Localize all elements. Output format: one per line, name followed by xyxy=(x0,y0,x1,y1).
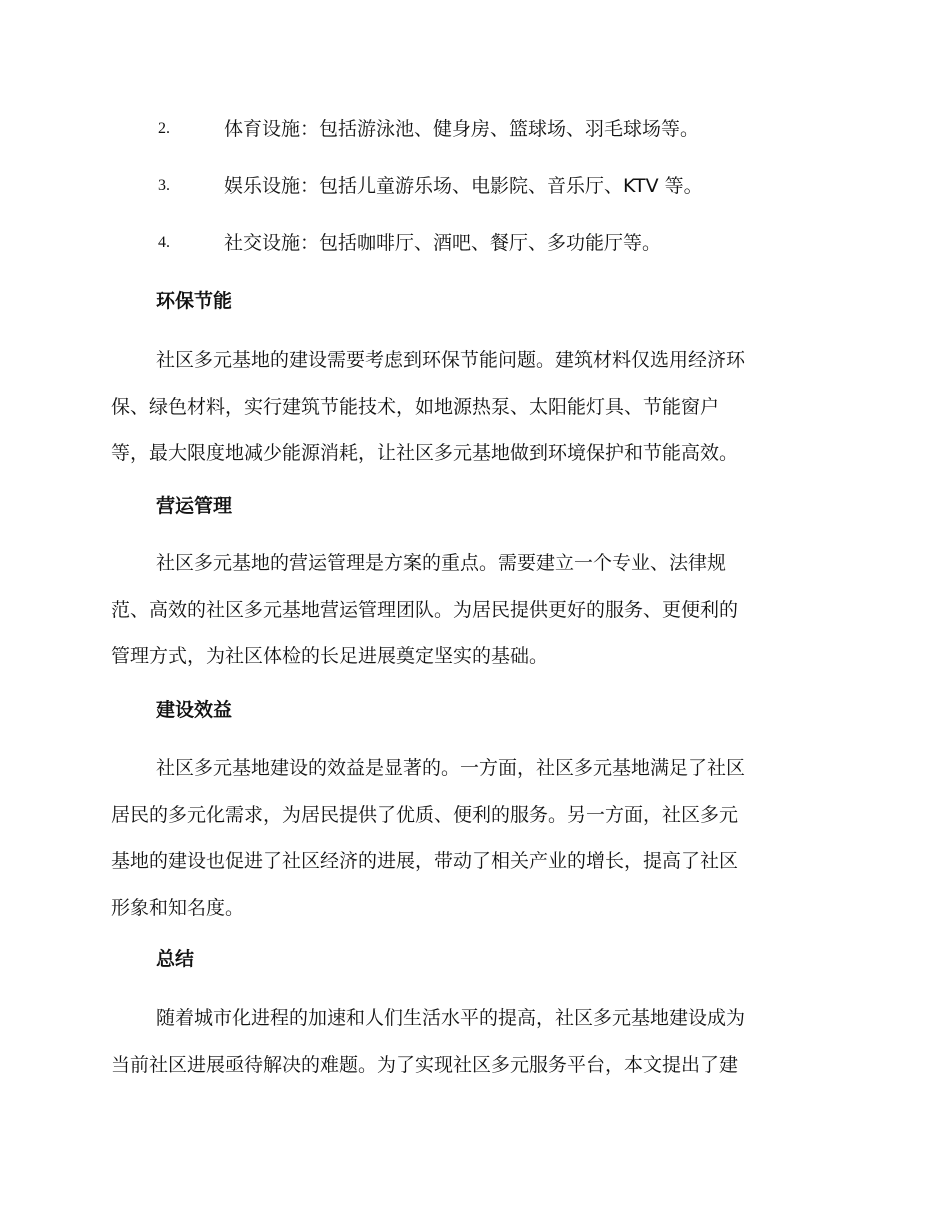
list-item-sports xyxy=(158,109,858,149)
paragraph-line: 范、高效的社区多元基地营运管理团队。为居民提供更好的服务、更便利的 xyxy=(111,598,739,621)
paragraph-benefits xyxy=(111,745,831,931)
paragraph-line: 社区多元基地的营运管理是方案的重点。需要建立一个专业、法律规 xyxy=(156,552,727,574)
section-heading-operations: 营运管理 xyxy=(156,495,233,517)
paragraph-summary xyxy=(111,995,831,1088)
paragraph-line: 社区多元基地的建设需要考虑到环保节能问题。建筑材料仅选用经济环 xyxy=(156,349,746,371)
section-heading-environment: 环保节能 xyxy=(156,290,233,312)
list-text: 体育设施：包括游泳池、健身房、篮球场、羽毛球场等。 xyxy=(224,118,700,140)
section-heading-benefits: 建设效益 xyxy=(156,699,233,721)
list-text: 社交设施：包括咖啡厅、酒吧、餐厅、多功能厅等。 xyxy=(224,232,662,254)
list-text: 娱乐设施：包括儿童游乐场、电影院、音乐厅、KTV 等。 xyxy=(224,175,703,197)
paragraph-environment xyxy=(111,337,831,477)
list-number: 4. xyxy=(158,234,170,251)
list-item-entertainment xyxy=(158,166,858,206)
list-item-social xyxy=(158,223,858,263)
paragraph-line: 当前社区进展亟待解决的难题。为了实现社区多元服务平台，本文提出了建 xyxy=(111,1053,739,1076)
paragraph-line: 随着城市化进程的加速和人们生活水平的提高，社区多元基地建设成为 xyxy=(156,1007,746,1029)
paragraph-line: 等，最大限度地减少能源消耗，让社区多元基地做到环境保护和节能高效。 xyxy=(111,442,739,464)
section-heading-summary: 总结 xyxy=(156,948,195,970)
paragraph-line: 形象和知名度。 xyxy=(111,896,245,919)
list-number: 3. xyxy=(158,177,170,194)
list-number: 2. xyxy=(158,120,170,137)
paragraph-line: 居民的多元化需求，为居民提供了优质、便利的服务。另一方面，社区多元 xyxy=(111,803,739,826)
paragraph-line: 社区多元基地建设的效益是显著的。一方面，社区多元基地满足了社区 xyxy=(156,757,746,779)
paragraph-line: 管理方式，为社区体检的长足进展奠定坚实的基础。 xyxy=(111,645,549,667)
paragraph-line: 保、绿色材料，实行建筑节能技术，如地源热泵、太阳能灯具、节能窗户 xyxy=(111,395,720,418)
paragraph-operations xyxy=(111,540,831,680)
paragraph-line: 基地的建设也促进了社区经济的进展，带动了相关产业的增长，提高了社区 xyxy=(111,850,739,872)
